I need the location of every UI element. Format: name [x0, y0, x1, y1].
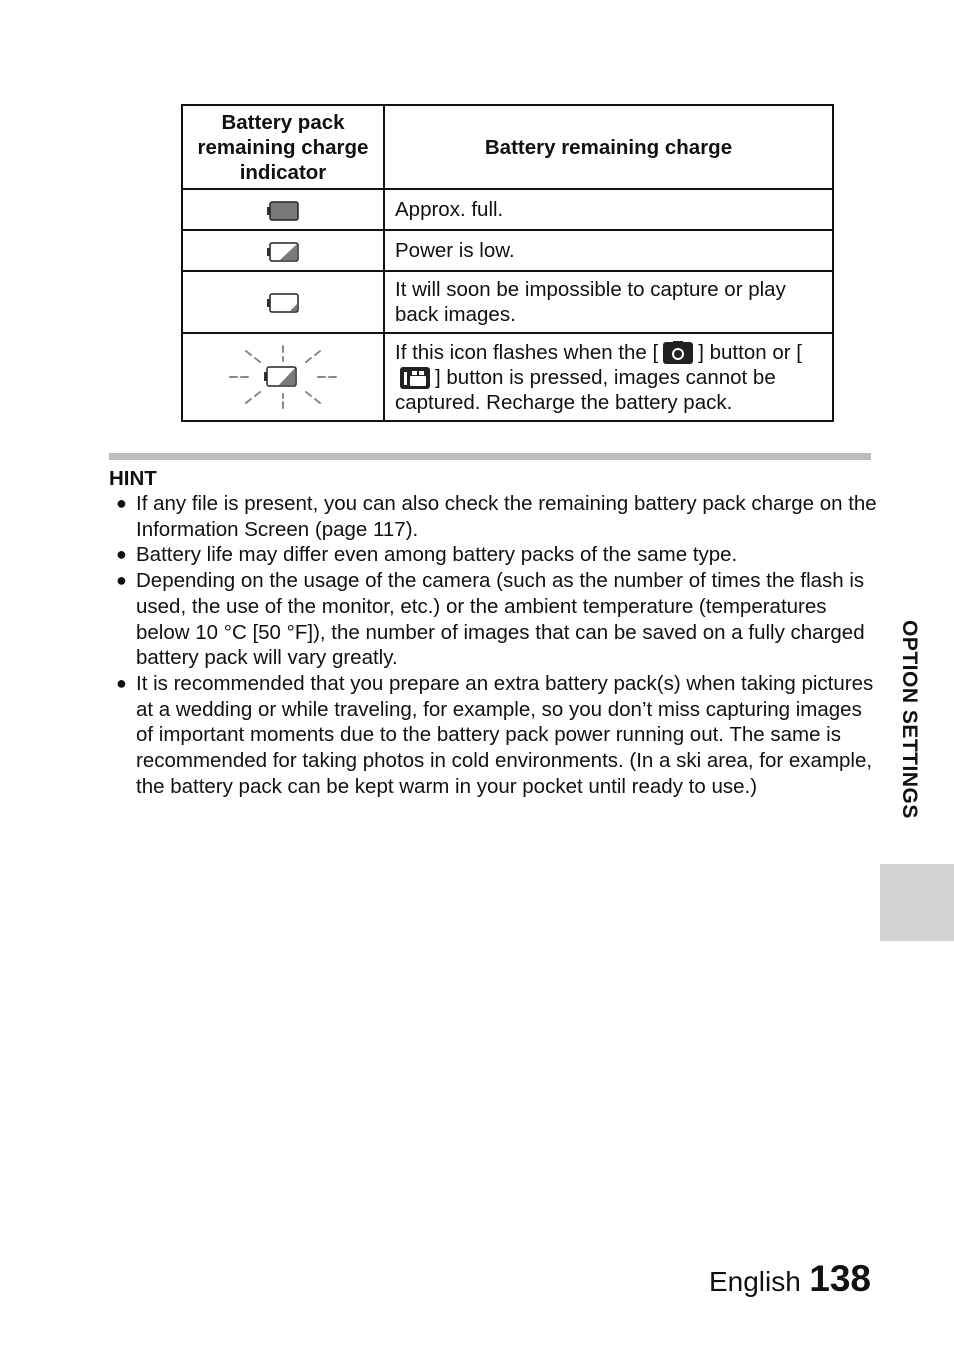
row-text: It will soon be impossible to capture or play back images.	[384, 271, 833, 333]
battery-indicator-table	[181, 104, 834, 422]
header-indicator: Battery pack remaining charge indicator	[182, 105, 384, 189]
row-text-flash	[384, 333, 833, 421]
hint-item-text: Depending on the usage of the camera (such as the number of times the flash is used, the use of the monitor, etc.) or the ambient temperature (temperatures below 10 °C [50 °F]), the number of images that can be saved on a fully charged battery pack will vary greatly.	[136, 569, 865, 670]
battery-very-low-icon	[266, 292, 300, 314]
battery-flashing-icon	[228, 344, 338, 410]
page-number: 138	[809, 1258, 871, 1299]
section-tab-marker	[880, 864, 954, 941]
hint-item-text: It is recommended that you prepare an extra battery pack(s) when taking pictures at a wedding or while traveling, for example, so you don’t miss capturing images of important moments due to the battery pack power running out. The same is recommended for taking photos in cold environments. (In a ski area, for example, the battery pack can be kept warm in your pocket until ready to use.)	[136, 671, 874, 798]
table-row	[182, 189, 833, 230]
bullet-icon: ●	[116, 493, 127, 513]
photo-camera-icon	[662, 341, 694, 365]
video-camera-icon	[399, 366, 431, 390]
battery-full-icon	[266, 200, 300, 222]
hint-item-text: Battery life may differ even among battery packs of the same type.	[136, 543, 738, 567]
hint-item-text: If any file is present, you can also check the remaining battery pack charge on the Information Screen (page 117).	[136, 492, 877, 541]
table-row	[182, 333, 833, 421]
battery-low-icon	[266, 241, 300, 263]
row-text: Power is low.	[384, 230, 833, 271]
hint-list	[109, 491, 879, 799]
flash-text-part2: ] button or [	[698, 340, 802, 364]
page-footer	[709, 1258, 871, 1300]
table-row	[182, 230, 833, 271]
section-side-label: OPTION SETTINGS	[898, 620, 921, 819]
bullet-icon: ●	[116, 570, 127, 591]
table-row	[182, 271, 833, 333]
bullet-icon: ●	[116, 672, 127, 693]
list-item	[109, 568, 879, 671]
bullet-icon: ●	[116, 544, 127, 565]
hint-divider	[109, 453, 871, 460]
list-item	[109, 542, 879, 568]
list-item	[109, 671, 879, 800]
footer-language: English	[708, 1266, 801, 1297]
header-charge: Battery remaining charge	[384, 105, 833, 189]
hint-title: HINT	[109, 467, 157, 490]
flash-text-part1: If this icon flashes when the [	[395, 340, 659, 364]
list-item	[109, 491, 879, 542]
row-text: Approx. full.	[384, 189, 833, 230]
flash-text-part3: ] button is pressed, images cannot be captured. Recharge the battery pack.	[395, 365, 776, 414]
